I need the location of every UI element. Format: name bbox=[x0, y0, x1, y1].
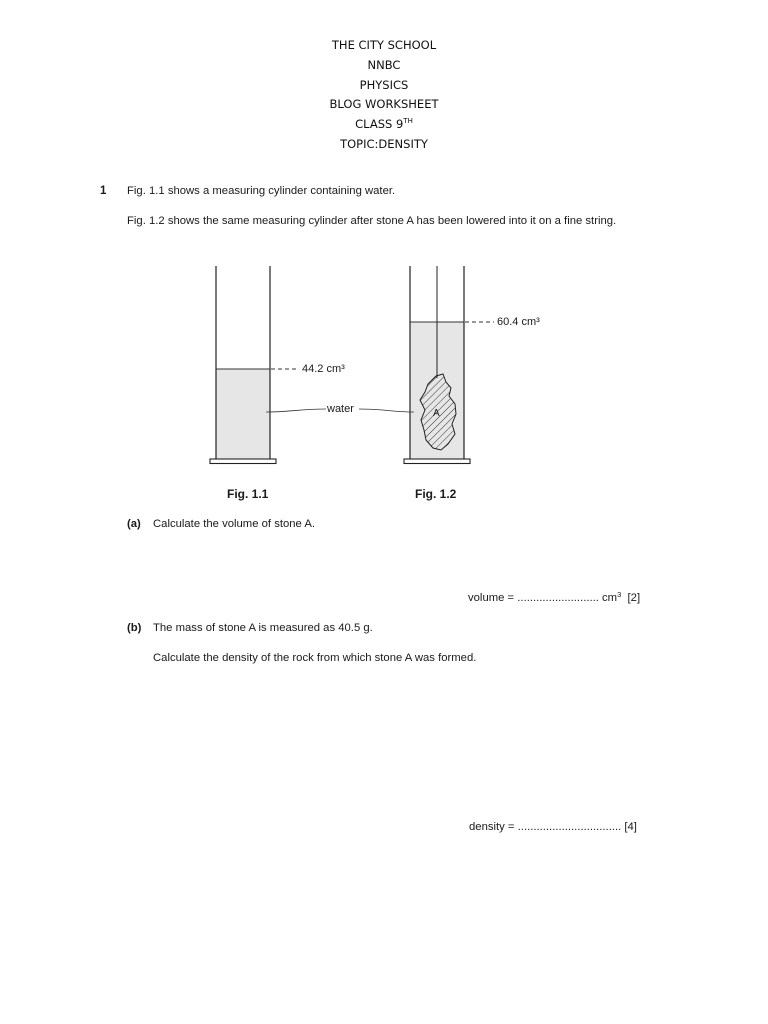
fig-1-1-caption: Fig. 1.1 bbox=[227, 487, 269, 501]
cylinder-fig-1-2 bbox=[404, 266, 540, 464]
base-fig-1-1 bbox=[210, 459, 276, 464]
base-fig-1-2 bbox=[404, 459, 470, 464]
part-a-text: Calculate the volume of stone A. bbox=[153, 518, 316, 530]
part-b-text-2: Calculate the density of the rock from which stone A was formed. bbox=[153, 652, 477, 664]
question-line-1: Fig. 1.1 shows a measuring cylinder containing water. bbox=[127, 185, 396, 197]
part-b-text-1: The mass of stone A is measured as 40.5 g. bbox=[153, 622, 373, 634]
class-superscript: TH bbox=[403, 117, 413, 126]
volume-unit-superscript: 3 bbox=[617, 590, 622, 599]
volume-answer-line bbox=[468, 592, 640, 604]
fig-1-2-caption: Fig. 1.2 bbox=[415, 487, 457, 501]
stone-label: A bbox=[433, 408, 440, 419]
question-line-2: Fig. 1.2 shows the same measuring cylinder after stone A has been lowered into it on a fine string. bbox=[127, 215, 617, 227]
question-number: 1 bbox=[100, 185, 107, 197]
cylinder-fig-1-1 bbox=[210, 266, 345, 464]
subject-name: PHYSICS bbox=[359, 77, 409, 92]
part-b-prompt bbox=[127, 622, 373, 635]
class-text: CLASS 9 bbox=[355, 117, 404, 132]
part-a-prompt bbox=[127, 518, 315, 531]
part-b-label: (b) bbox=[127, 622, 142, 634]
water-label-group bbox=[266, 403, 414, 415]
density-answer-line: density = ................................. [4] bbox=[469, 821, 637, 833]
part-a-label: (a) bbox=[127, 518, 141, 530]
water-label: water bbox=[327, 403, 354, 415]
worksheet-title: BLOG WORKSHEET bbox=[329, 97, 439, 112]
school-name: THE CITY SCHOOL bbox=[331, 38, 437, 52]
topic-line: TOPIC:DENSITY bbox=[340, 136, 428, 151]
volume-answer-prefix: volume = .......................... cm bbox=[468, 592, 618, 604]
reading-fig-1-2: 60.4 cm³ bbox=[497, 316, 540, 328]
water-fill-fig-1-1 bbox=[216, 369, 270, 460]
branch-name: NNBC bbox=[367, 57, 401, 72]
reading-fig-1-1: 44.2 cm³ bbox=[302, 363, 345, 375]
volume-marks: [2] bbox=[627, 592, 641, 604]
